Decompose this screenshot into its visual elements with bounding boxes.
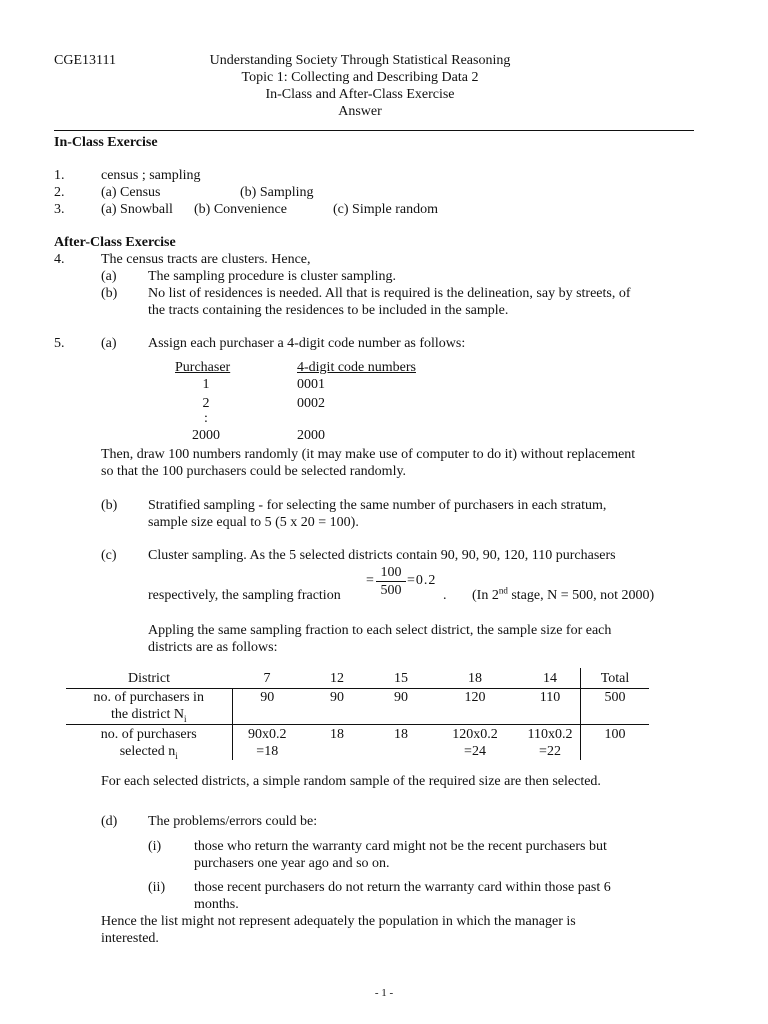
- q3-answer-b: (b) Convenience: [194, 202, 287, 217]
- row-label-line2: the district N: [110, 707, 185, 722]
- q2-answer-a: (a) Census: [101, 185, 161, 200]
- table-header-row: [66, 668, 649, 689]
- stage-note-sup: nd: [498, 585, 508, 596]
- table-row: [66, 725, 649, 761]
- header-divider: [54, 130, 694, 131]
- exercise-title: In-Class and After-Class Exercise: [265, 87, 455, 102]
- table-cell: [430, 725, 520, 761]
- q4a-text: The sampling procedure is cluster sampling.: [148, 269, 397, 284]
- code-table-ellipsis: :: [204, 411, 208, 426]
- q3-number: 3.: [54, 202, 65, 217]
- page-number: - 1 -: [374, 987, 394, 999]
- table-header-cell: 12: [302, 668, 372, 689]
- code-table-cell: 2000: [192, 428, 220, 443]
- fraction-period: .: [443, 588, 447, 603]
- q5d-i-line1: those who return the warranty card might not be the recent purchasers but: [194, 839, 607, 854]
- q5d-ii-line2: months.: [194, 897, 239, 912]
- q5a-after-line1: Then, draw 100 numbers randomly (it may make use of computer to do it) without replacement: [101, 447, 636, 462]
- table-header-cell: 18: [430, 668, 520, 689]
- code-table-cell: 2: [202, 396, 210, 411]
- q5-number: 5.: [54, 336, 65, 351]
- q5c-after: For each selected districts, a simple random sample of the required size are then selected.: [101, 774, 601, 789]
- table-cell: 90: [302, 689, 372, 725]
- fraction-result: =0.2: [407, 573, 437, 588]
- table-cell: [520, 725, 581, 761]
- table-header-cell: 7: [232, 668, 302, 689]
- stage-note-post: stage, N = 500, not 2000): [507, 588, 655, 603]
- course-title: Understanding Society Through Statistical Reasoning: [209, 53, 511, 68]
- stage-note-pre: (In 2: [472, 588, 499, 603]
- code-table-cell: 0001: [297, 377, 325, 392]
- cell-line2: =22: [539, 744, 561, 759]
- q5a-label: (a): [101, 336, 117, 351]
- table-cell: 18: [394, 727, 408, 742]
- topic-title: Topic 1: Collecting and Describing Data 2: [241, 70, 479, 85]
- table-cell: 100: [604, 727, 626, 742]
- sampling-fraction: [376, 564, 406, 599]
- district-table: [66, 668, 649, 760]
- cell-line2: =18: [256, 744, 279, 759]
- q5b-line1: Stratified sampling - for selecting the same number of purchasers in each stratum,: [148, 498, 607, 513]
- q4-intro: The census tracts are clusters. Hence,: [101, 252, 311, 267]
- cell-line1: 120x0.2: [452, 727, 498, 742]
- afterclass-heading: After-Class Exercise: [54, 235, 176, 250]
- row-label-line1: no. of purchasers in: [93, 690, 204, 705]
- table-cell: 90: [372, 689, 430, 725]
- q4a-label: (a): [101, 269, 117, 284]
- code-table-cell: 2000: [297, 428, 325, 443]
- q5b-line2: sample size equal to 5 (5 x 20 = 100).: [148, 515, 359, 530]
- q5c-line4: districts are as follows:: [148, 640, 278, 655]
- q1-answer: census ; sampling: [101, 168, 201, 183]
- q4b-label: (b): [101, 286, 118, 301]
- q5c-line2: respectively, the sampling fraction: [148, 588, 341, 603]
- inclass-heading: In-Class Exercise: [54, 135, 158, 150]
- q1-number: 1.: [54, 168, 65, 183]
- q3-answer-a: (a) Snowball: [101, 202, 173, 217]
- conclusion-line2: interested.: [101, 931, 159, 946]
- code-table-header-purchaser: Purchaser: [175, 360, 231, 375]
- fraction-numerator: 100: [380, 565, 402, 580]
- cell-line1: 90x0.2: [248, 727, 287, 742]
- row-label-subscript: i: [184, 713, 187, 724]
- row-label-line1: no. of purchasers: [100, 727, 197, 742]
- code-table-header-code: 4-digit code numbers: [297, 360, 416, 375]
- table-cell: [232, 725, 302, 761]
- q5d-ii-line1: those recent purchasers do not return the warranty card within those past 6: [194, 880, 611, 895]
- cell-line2: =24: [464, 744, 486, 759]
- table-cell: 120: [430, 689, 520, 725]
- answer-title: Answer: [338, 104, 382, 119]
- fraction-denominator: 500: [376, 581, 406, 599]
- q5d-text: The problems/errors could be:: [148, 814, 318, 829]
- table-header-cell: 14: [520, 668, 581, 689]
- q2-number: 2.: [54, 185, 65, 200]
- table-row-label: [66, 689, 232, 725]
- table-header-cell: District: [66, 668, 232, 689]
- q5d-i-label: (i): [148, 839, 162, 854]
- table-cell: 18: [330, 727, 344, 742]
- table-header-cell: 15: [372, 668, 430, 689]
- table-row: [66, 689, 649, 725]
- q5c-line1: Cluster sampling. As the 5 selected districts contain 90, 90, 90, 120, 110 purchasers: [148, 548, 616, 563]
- table-cell: 110: [520, 689, 581, 725]
- q5d-i-line2: purchasers one year ago and so on.: [194, 856, 390, 871]
- fraction-equals: =: [366, 573, 374, 588]
- stage-note: [472, 587, 654, 604]
- q5d-ii-label: (ii): [148, 880, 166, 895]
- q5c-line3: Appling the same sampling fraction to each select district, the sample size for each: [148, 623, 612, 638]
- conclusion-line1: Hence the list might not represent adequately the population in which the manager is: [101, 914, 576, 929]
- code-table-cell: 0002: [297, 396, 325, 411]
- row-label-subscript: i: [175, 750, 178, 761]
- q4b-line1: No list of residences is needed. All that is required is the delineation, say by streets, of: [148, 286, 631, 301]
- q5a-text: Assign each purchaser a 4-digit code number as follows:: [148, 336, 466, 351]
- table-row-label: [66, 725, 232, 761]
- table-cell: 90: [232, 689, 302, 725]
- q5b-label: (b): [101, 498, 118, 513]
- q5a-after-line2: so that the 100 purchasers could be selected randomly.: [101, 464, 407, 479]
- cell-line1: 110x0.2: [527, 727, 573, 742]
- q4-number: 4.: [54, 252, 65, 267]
- course-code: CGE13111: [54, 53, 116, 68]
- q5d-label: (d): [101, 814, 118, 829]
- q5c-label: (c): [101, 548, 117, 563]
- table-cell: 500: [581, 689, 650, 725]
- q3-answer-c: (c) Simple random: [333, 202, 438, 217]
- table-header-cell: Total: [581, 668, 650, 689]
- row-label-line2: selected n: [119, 744, 176, 759]
- q4b-line2: the tracts containing the residences to be included in the sample.: [148, 303, 509, 318]
- q2-answer-b: (b) Sampling: [240, 185, 314, 200]
- code-table-cell: 1: [202, 377, 210, 392]
